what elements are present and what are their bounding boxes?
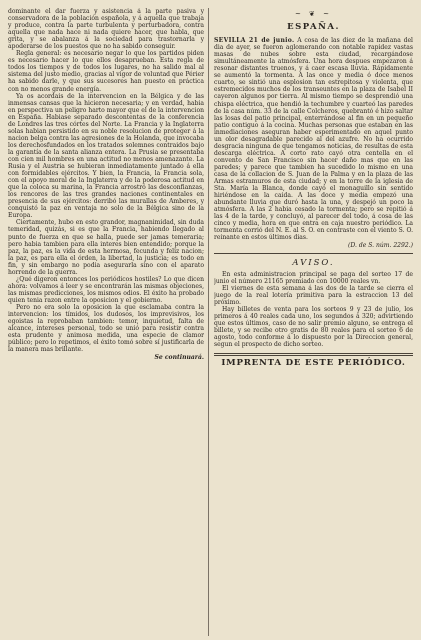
column-divider (208, 8, 209, 636)
paragraph: Regla general: es necesario negar lo que los partidos piden es necesario hacer lo que ellos desaprueban. Esta regla de todos los tiempos y de todos los lugares, no ha salido mal al sistema del justo medio, gracias al vigor de voluntad que Périer ha sabido darle, y que sus sucesores han puesto en práctica con no menos grande energía. (8, 50, 204, 93)
news-item-sevilla (214, 37, 413, 241)
right-column (214, 8, 413, 636)
paragraph: ¿Qué digeron entonces los periódicos hostiles? Lo que dicen ahora: volvamos á leer y se encontrarán las mismas objeciones, las mismas predicciones, los mismos odios. El éxito ha probado quien tenia razon entre la oposicion y el gobierno. (8, 275, 204, 304)
left-column (8, 8, 204, 636)
aviso-paragraph: El viernes de esta semana á las dos de la tarde se cierra el juego de la real lotería primitiva para la estraccion 13 del próximo. (214, 284, 413, 306)
aviso-paragraph: En esta administracion principal se paga del sorteo 17 de junio el número 21165 premiado con 10000 reales vn. (214, 270, 413, 285)
paragraph: dominante el dar fuerza y asistencia á la parte pasiva y conservadora de la población española, y á aquella que trabaja y produce, contra la parte turbulenta y perturbadora, contra aquella que nada hace ni nada quiere hacer, que habla, que grita, y se abalanza á la sociedad para trastornarla y apoderarse de los puestos que no ha sabido conseguir. (8, 8, 204, 51)
paragraph: Ya os acordais de la intervencion en la Bélgica y de las inmensas cansas que la hicieron necesaria; y en verdad, habia en perspectiva un peligro harto mayor que el de la intervencion en España. Habiase separado descontentas de la conferencia de Londres las tres córtes del Norte. La Francia y la Inglaterra solas habian persistido en su noble resolucion de proteger á la nacion belga contra las agresiones de la Holanda, que invocaba los derechosfundados en los tratados solemnes contraidos bajo la garantía de la santa alianza entera. La Prusia se presentaba con cien mil hombres en una actitud no menos amenazante. La Rusia y el Austria se hubieran inmediatamente juntado á ella con formidables ejércitos. Y bien, la Francia, la Francia sola, con el apoyo moral de la Inglaterra y de la poderosa actitud en que la coloca su marina, la Francia arrostró las desconfianzas, los rencores de las tres grandes naciones continentales en presencia de sus ejércitos: derribó las murallas de Amberes, y conquistó la paz en ventaja no solo de la Bélgica sino de la Europa. (8, 92, 204, 220)
divider-rule (214, 253, 413, 254)
paragraph: Pero no era solo la oposicion la que esclamaba contra la intervencion: los tímidos, los dudosos, los imprevisivos, los egoistas la reprobaban tambien: temor, inquietud, falta de alcance, intereses personal, todo se unió para resistir contra esta prudente y animosa medida, una especie de clamor público; pero lo repetimos, el éxito tomó sobre sí justificarla de la manera mas brillante. (8, 303, 204, 354)
section-title-aviso: AVISO. (292, 257, 335, 268)
continued-note: Se continuará. (154, 354, 204, 362)
news-lead: SEVILLA 21 de junio. (214, 37, 295, 45)
paragraph: Ciertamente, hubo en esto grandor, magnanimidad, sin duda temeridad, quizás, si es que la Francia, habiendo llegado al punto de fuerza en que se halla, puede ser jamas temeraria; pero habia tambien para ella interes bien entendido; porque la paz, la paz, es la vida de esta hermosa, fecunda y feliz nacion; la paz, es para ella el órden, la libertad, la justicia; es todo en fin, y sin embargo no podia asegurarla sino con el aparato horrendo de la guerra. (8, 219, 204, 276)
news-text: A cosa de las diez de la mañana del dia de ayer, se fueron aglomerando con notable rapidez vastas masas de nubes sobre esta ciudad, recargándose simultáneamente la atmósfera. Una hora despues empezaron á resonar distantes truenos, y á caer escasa lluvia. Rápidamente se aumentó la tormenta. A las once y media ó doce menos cuarto, se sintió una esplosion tan estrepitosa y violenta, que estremecidos muchos de los transeuntes en la plaza de Isabel II cayeron algunos por tierra. Al mismo tiempo se desprendió una chispa eléctrica, que hendió la techumbre y cuarteó las paredes de la casa núm. 33 de la calle Colcheros, quebrantó é hizo saltar las losas del patio principal, enterrándose al fin en un pequeño patio contiguo á la cocina. Muchas personas que estaban en las inmediaciones aseguran haber esperimentado en aquel punto un olor desagradable parecido al del azufre. No ha ocurrido desgracia ninguna de que tengamos noticias, de resultas de esta descarga eléctrica. A corto rato cayó otra centella en el convento de San Francisco sin hacer daño mas que en las paredes; y parece que tambien ha sucedido lo mismo en una casa de la collacion de S. Juan de la Palma y en la plaza de las Armas estramuros de esta ciudad; y en la torre de la iglesia de Sta. María la Blanca, donde cayó el monaguillo sin sentido hiriéndose en la caida. A las doce y media empezó una abundante lluvia que duró hasta la una, y despejó un poco la atmósfera. A las 2 habia cesado la tormenta; pero se repitió á las 4 de la tarde, y concluyó, al parecer del todo, á cosa de las cinco y media, hora en que entra en caja nuestro periódico. La tormenta corrió del N. E. al S. O. en contraste con el viento S. O. reinante en estos últimos dias. (214, 37, 413, 242)
aviso-paragraph: Hay billetes de venta para los sorteos 9 y 23 de julio, los primeros á 40 reales cada uno, los segundos á 320; advirtiendo que estos últimos, caso de no salir premio alguno, se entrega el billete, y se recibe otro gratis de 80 reales para el sorteo 6 de agosto, todo conforme á lo dispuesto por la Direccion general, segun el prospecto de dicho sorteo. (214, 305, 413, 349)
ornament-divider: ~ ❦ ~ (294, 10, 333, 18)
printer-imprint: IMPRENTA DE ESTE PERIÓDICO. (221, 358, 406, 369)
footer-rule (214, 353, 413, 356)
section-title-espana: ESPAÑA. (287, 22, 340, 33)
news-signature: (D. de S. núm. 2292.) (347, 242, 413, 250)
